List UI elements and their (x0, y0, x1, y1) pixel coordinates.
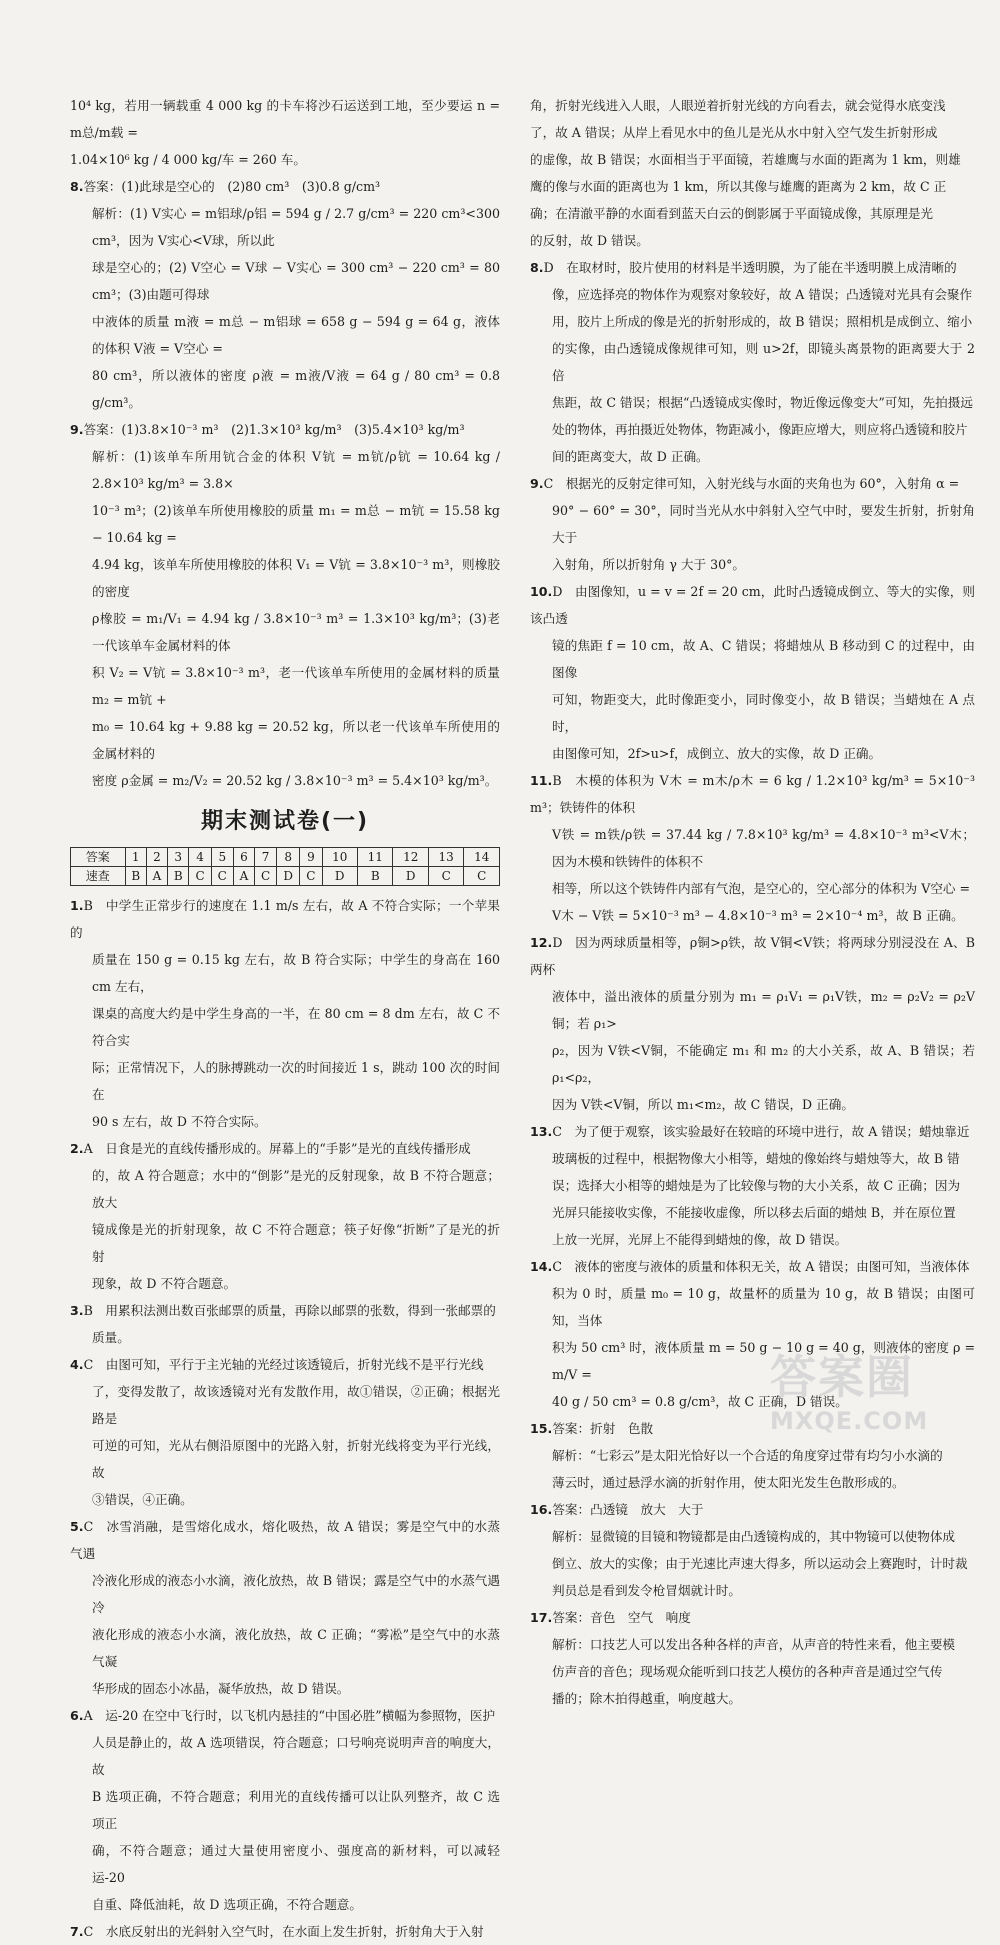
table-answer-cell: A (233, 867, 254, 886)
answer-line (70, 1297, 500, 1324)
watermark-logo (770, 1341, 970, 1451)
answer-line: 积为 50 cm³ 时，液体质量 m = 50 g − 10 g = 40 g，则液体的密度 ρ = m/V = (552, 1340, 975, 1382)
answer-line: 解析：口技艺人可以发出各种各样的声音，从声音的特性来看，他主要模 (552, 1637, 955, 1652)
answer-item (530, 1496, 975, 1604)
table-question-number: 5 (211, 848, 233, 867)
table-question-number: 2 (146, 848, 167, 867)
answer-line: 角，折射光线进入人眼，人眼逆着折射光线的方向看去，就会觉得水底变浅 (530, 98, 946, 113)
answer-line: 液体中，溢出液体的质量分别为 m₁ = ρ₁V₁ = ρ₁V铁，m₂ = ρ₂V₂ = ρ₂V铜；若 ρ₁> (552, 989, 975, 1031)
answer-text: D 由图像知，u = v = 2f = 20 cm，此时凸透镜成倒立、等大的实像，则该凸透 (530, 584, 975, 626)
answer-item (70, 1351, 500, 1513)
answer-line: 1.04×10⁶ kg / 4 000 kg/车 = 260 车。 (70, 152, 306, 167)
answer-line: 了，变得发散了，故该透镜对光有发散作用，故①错误，②正确；根据光路是 (92, 1384, 500, 1426)
answer-line: 的虚像，故 B 错误；水面相当于平面镜，若雄鹰与水面的距离为 1 km，则雄 (530, 152, 961, 167)
answer-line: 解析：“七彩云”是太阳光恰好以一个合适的角度穿过带有均匀小水滴的 (552, 1448, 943, 1463)
answer-line: ρ₂，因为 V铁<V铜，不能确定 m₁ 和 m₂ 的大小关系，故 A、B 错误；若 ρ₁<ρ₂， (552, 1043, 976, 1085)
answer-item (70, 92, 500, 173)
answer-line: 解析：(1)该单车所用钪合金的体积 V钪 = m钪/ρ钪 = 10.64 kg / 2.8×10³ kg/m³ = 3.8× (92, 449, 500, 491)
left-answers (70, 92, 500, 794)
answer-line: 入射角，所以折射角 γ 大于 30°。 (552, 557, 745, 572)
table-answer-cell: A (146, 867, 167, 886)
answer-line: 冷液化形成的液态小水滴，液化放热，故 B 错误；露是空气中的水蒸气遇冷 (92, 1573, 500, 1615)
answer-line: 解析：(1) V实心 = m铝球/ρ铝 = 594 g / 2.7 g/cm³ = 220 cm³<300 cm³，因为 V实心<V球，所以此 (92, 206, 500, 248)
answer-line: 确；在清澈平静的水面看到蓝天白云的倒影属于平面镜成像，其原理是光 (530, 206, 933, 221)
left-column (70, 92, 500, 1945)
question-number: 6. (70, 1708, 84, 1723)
answer-line (530, 1118, 975, 1145)
table-answer-cell: C (211, 867, 233, 886)
table-answer-cell: C (189, 867, 211, 886)
question-number: 8. (70, 179, 84, 194)
answer-line: 相等，所以这个铁铸件内部有气泡，是空心的，空心部分的体积为 V空心 = (552, 881, 971, 896)
answer-text: C 水底反射出的光斜射入空气时，在水面上发生折射，折射角大于入射 (83, 1924, 484, 1939)
answer-line: 的实像，由凸透镜成像规律可知，则 u>2f，即镜头离景物的距离要大于 2 倍 (552, 341, 975, 383)
answer-text: A 日食是光的直线传播形成的。屏幕上的“手影”是光的直线传播形成 (83, 1141, 471, 1156)
answer-line: 像，应选择亮的物体作为观察对象较好，故 A 错误；凸透镜对光具有会聚作 (552, 287, 973, 302)
watermark-url: MXQE.COM (770, 1407, 929, 1435)
answer-text: B 用累积法测出数百张邮票的质量，再除以邮票的张数，得到一张邮票的 (83, 1303, 496, 1318)
answer-line: 倒立、放大的实像；由于光速比声速大得多，所以运动会上赛跑时，计时裁 (552, 1556, 968, 1571)
answer-line: 可逆的可知，光从右侧沿原图中的光路入射，折射光线将变为平行光线，故 (92, 1438, 500, 1480)
question-number: 8. (530, 260, 544, 275)
answer-line: 球是空心的；(2) V空心 = V球 − V实心 = 300 cm³ − 220 cm³ = 80 cm³；(3)由题可得球 (92, 260, 500, 302)
answer-text: B 中学生正常步行的速度在 1.1 m/s 左右，故 A 不符合实际；一个苹果的 (70, 898, 500, 940)
answer-line: 镜的焦距 f = 10 cm，故 A、C 错误；将蜡烛从 B 移动到 C 的过程中，由图像 (552, 638, 975, 680)
table-answer-cell: C (464, 867, 500, 886)
answer-item (70, 1513, 500, 1702)
answer-item (530, 929, 975, 1118)
answer-text: C 根据光的反射定律可知，入射光线与水面的夹角也为 60°，入射角 α = (543, 476, 960, 491)
table-question-number: 13 (428, 848, 463, 867)
answer-line: 密度 ρ金属 = m₂/V₂ = 20.52 kg / 3.8×10⁻³ m³ = 5.4×10³ kg/m³。 (92, 773, 498, 788)
answer-table (70, 847, 500, 886)
answer-line: 间的距离变大，故 D 正确。 (552, 449, 709, 464)
table-header-label: 答案 (71, 848, 126, 867)
answer-line (530, 929, 975, 983)
section-title: 期末测试卷(一) (200, 809, 370, 834)
answer-item (70, 1135, 500, 1297)
answer-line: 处的物体，再拍摄近处物体，物距减小，像距应增大，则应将凸透镜和胶片 (552, 422, 968, 437)
answer-line: 解析：显微镜的目镜和物镜都是由凸透镜构成的，其中物镜可以使物体成 (552, 1529, 955, 1544)
watermark-text: 答案圈 (770, 1350, 914, 1404)
answer-text: 答案：凸透镜 放大 大于 (552, 1502, 704, 1517)
table-answer-cell: C (300, 867, 322, 886)
answer-line: 华形成的固态小冰晶，凝华放热，故 D 错误。 (92, 1681, 350, 1696)
answer-line: 现象，故 D 不符合题意。 (92, 1276, 237, 1291)
answer-line: 光屏只能接收实像，不能接收虚像，所以移去后面的蜡烛 B，并在原位置 (552, 1205, 956, 1220)
answer-line: 80 cm³，所以液体的密度 ρ液 = m液/V液 = 64 g / 80 cm³ = 0.8 g/cm³。 (92, 368, 500, 410)
answer-item (70, 892, 500, 1135)
answer-text: 答案：(1)3.8×10⁻³ m³ (2)1.3×10³ kg/m³ (3)5.4×10³ kg/m³ (83, 422, 465, 437)
answer-line: 液化形成的液态小水滴，液化放热，故 C 正确；“雾凇”是空气中的水蒸气凝 (92, 1627, 500, 1669)
table-answer-cell: B (125, 867, 146, 886)
table-question-number: 10 (322, 848, 357, 867)
question-number: 4. (70, 1357, 84, 1372)
answer-item (70, 1918, 500, 1945)
table-question-number: 9 (300, 848, 322, 867)
question-number: 9. (530, 476, 544, 491)
question-number: 15. (530, 1421, 553, 1436)
answer-table-answer-row (71, 867, 500, 886)
answer-text: C 液体的密度与液体的质量和体积无关，故 A 错误；由图可知，当液体体 (552, 1259, 970, 1274)
answer-line (70, 1702, 500, 1729)
question-number: 9. (70, 422, 84, 437)
answer-line (530, 578, 975, 632)
table-answer-cell: D (393, 867, 428, 886)
answer-line: 焦距，故 C 错误；根据“凸透镜成实像时，物近像远像变大”可知，先拍摄远 (552, 395, 973, 410)
question-number: 12. (530, 935, 553, 950)
answer-text: C 由图可知，平行于主光轴的光经过该透镜后，折射光线不是平行光线 (83, 1357, 484, 1372)
answer-line (70, 892, 500, 946)
table-question-number: 12 (393, 848, 428, 867)
answer-line: 播的；除木拍得越重，响度越大。 (552, 1691, 741, 1706)
answer-item (530, 1118, 975, 1253)
answer-text: 答案：音色 空气 响度 (552, 1610, 691, 1625)
question-number: 7. (70, 1924, 84, 1939)
answer-item (530, 92, 975, 254)
answer-line (70, 1351, 500, 1378)
table-answer-cell: C (428, 867, 463, 886)
answer-line (530, 1253, 975, 1280)
answer-line: 鹰的像与水面的距离也为 1 km，所以其像与雄鹰的距离为 2 km，故 C 正 (530, 179, 947, 194)
answer-text: 答案：折射 色散 (552, 1421, 654, 1436)
table-question-number: 7 (254, 848, 276, 867)
answer-item (530, 1604, 975, 1712)
answer-item (530, 578, 975, 767)
answer-line: 用，胶片上所成的像是光的折射形成的，故 B 错误；照相机是成倒立、缩小 (552, 314, 973, 329)
exam-answers-right (530, 92, 975, 1712)
answer-line: 人员是静止的，故 A 选项错误，符合题意；口号响亮说明声音的响度大，故 (92, 1735, 500, 1777)
table-answer-cell: C (254, 867, 276, 886)
answer-line: 上放一光屏，光屏上不能得到蜡烛的像，故 D 错误。 (552, 1232, 848, 1247)
answer-line: 的，故 A 符合题意；水中的“倒影”是光的反射现象，故 B 不符合题意；放大 (92, 1168, 500, 1210)
question-number: 13. (530, 1124, 553, 1139)
answer-line: ρ橡胶 = m₁/V₁ = 4.94 kg / 3.8×10⁻³ m³ = 1.3×10³ kg/m³；(3)老一代该单车金属材料的体 (92, 611, 500, 653)
answer-line: V铁 = m铁/ρ铁 = 37.44 kg / 7.8×10³ kg/m³ = 4.8×10⁻³ m³<V木；因为木模和铁铸件的体积不 (552, 827, 975, 869)
answer-line: 了，故 A 错误；从岸上看见水中的鱼儿是光从水中射入空气发生折射形成 (530, 125, 938, 140)
answer-item (530, 254, 975, 470)
answer-line: ③错误，④正确。 (92, 1492, 193, 1507)
table-row-label: 速查 (71, 867, 126, 886)
answer-text: D 因为两球质量相等，ρ铜>ρ铁，故 V铜<V铁；将两球分别浸没在 A、B 两杯 (530, 935, 975, 977)
answer-line (70, 1918, 500, 1945)
answer-line (70, 416, 500, 443)
table-answer-cell: B (168, 867, 189, 886)
answer-line: 课桌的高度大约是中学生身高的一半，在 80 cm = 8 dm 左右，故 C 不符合实 (92, 1006, 500, 1048)
question-number: 16. (530, 1502, 553, 1517)
table-question-number: 8 (277, 848, 300, 867)
answer-line: V木 − V铁 = 5×10⁻³ m³ − 4.8×10⁻³ m³ = 2×10⁻⁴ m³，故 B 正确。 (552, 908, 964, 923)
answer-item (70, 1297, 500, 1351)
table-answer-cell: B (357, 867, 392, 886)
answer-line (70, 1135, 500, 1162)
answer-line: 误；选择大小相等的蜡烛是为了比较像与物的大小关系，故 C 正确；因为 (552, 1178, 961, 1193)
answer-line: 10⁴ kg，若用一辆载重 4 000 kg 的卡车将沙石运送到工地，至少要运 n = m总/m载 = (70, 98, 500, 140)
answer-line: 可知，物距变大，此时像距变小，同时像变小，故 B 错误；当蜡烛在 A 点时， (552, 692, 975, 734)
answer-item (70, 173, 500, 416)
answer-line: 薄云时，通过悬浮水滴的折射作用，使太阳光发生色散形成的。 (552, 1475, 905, 1490)
answer-line (530, 1604, 975, 1631)
answer-line: 镜成像是光的折射现象，故 C 不符合题意；筷子好像“折断”了是光的折射 (92, 1222, 500, 1264)
question-number: 5. (70, 1519, 84, 1534)
answer-line: 90 s 左右，故 D 不符合实际。 (92, 1114, 267, 1129)
answer-line: 40 g / 50 cm³ = 0.8 g/cm³，故 C 正确，D 错误。 (552, 1394, 848, 1409)
answer-line: 积为 0 时，质量 m₀ = 10 g，故量杯的质量为 10 g，故 B 错误；由图可知，当体 (552, 1286, 975, 1328)
answer-line: 的反射，故 D 错误。 (530, 233, 649, 248)
question-number: 17. (530, 1610, 553, 1625)
answer-line: 4.94 kg，该单车所使用橡胶的体积 V₁ = V钪 = 3.8×10⁻³ m³，则橡胶的密度 (92, 557, 500, 599)
answer-line: 确，不符合题意；通过大量使用密度小、强度高的新材料，可以减轻运-20 (92, 1843, 500, 1885)
table-answer-cell: D (322, 867, 357, 886)
answer-text: D 在取材时，胶片使用的材料是半透明膜，为了能在半透明膜上成清晰的 (543, 260, 957, 275)
table-question-number: 11 (357, 848, 392, 867)
answer-text: 答案：(1)此球是空心的 (2)80 cm³ (3)0.8 g/cm³ (83, 179, 381, 194)
question-number: 3. (70, 1303, 84, 1318)
answer-line: 质量。 (92, 1330, 130, 1345)
answer-text: C 为了便于观察，该实验最好在较暗的环境中进行，故 A 错误；蜡烛靠近 (552, 1124, 970, 1139)
answer-line (70, 173, 500, 200)
answer-line: 玻璃板的过程中，根据物像大小相等，蜡烛的像始终与蜡烛等大，故 B 错 (552, 1151, 960, 1166)
table-question-number: 14 (464, 848, 500, 867)
question-number: 2. (70, 1141, 84, 1156)
answer-line: 质量在 150 g = 0.15 kg 左右，故 B 符合实际；中学生的身高在 160 cm 左右， (92, 952, 500, 994)
answer-line: 因为 V铁<V铜，所以 m₁<m₂，故 C 错误，D 正确。 (552, 1097, 854, 1112)
answer-line: 中液体的质量 m液 = m总 − m铝球 = 658 g − 594 g = 64 g，液体的体积 V液 = V空心 = (92, 314, 500, 356)
answer-text: B 木模的体积为 V木 = m木/ρ木 = 6 kg / 1.2×10³ kg/m³ = 5×10⁻³ m³；铁铸件的体积 (530, 773, 975, 815)
table-answer-cell: D (277, 867, 300, 886)
answer-line: m₀ = 10.64 kg + 9.88 kg = 20.52 kg，所以老一代该单车所使用的金属材料的 (92, 719, 500, 761)
question-number: 10. (530, 584, 553, 599)
question-number: 11. (530, 773, 553, 788)
question-number: 14. (530, 1259, 553, 1274)
answer-item (70, 416, 500, 794)
answer-text: C 冰雪消融，是雪熔化成水，熔化吸热，故 A 错误；雾是空气中的水蒸气遇 (70, 1519, 500, 1561)
question-number: 1. (70, 898, 84, 913)
answer-line: 仿声音的音色；现场观众能听到口技艺人模仿的各种声音是通过空气传 (552, 1664, 943, 1679)
exam-answers-left (70, 892, 500, 1945)
right-column (530, 92, 975, 1712)
table-question-number: 1 (125, 848, 146, 867)
answer-line: 10⁻³ m³；(2)该单车所使用橡胶的质量 m₁ = m总 − m钪 = 15.58 kg − 10.64 kg = (92, 503, 500, 545)
answer-line (70, 1513, 500, 1567)
answer-line (530, 767, 975, 821)
answer-line (530, 470, 975, 497)
answer-text: A 运-20 在空中飞行时，以飞机内悬挂的“中国必胜”横幅为参照物，医护 (83, 1708, 496, 1723)
answer-line: 由图像可知，2f>u>f，成倒立、放大的实像，故 D 正确。 (552, 746, 882, 761)
table-question-number: 6 (233, 848, 254, 867)
answer-line: 90° − 60° = 30°，同时当光从水中斜射入空气中时，要发生折射，折射角大于 (552, 503, 975, 545)
answer-line: 际；正常情况下，人的脉搏跳动一次的时间接近 1 s，跳动 100 次的时间在 (92, 1060, 500, 1102)
answer-line: 判员总是看到发令枪冒烟就计时。 (552, 1583, 741, 1598)
answer-item (70, 1702, 500, 1918)
answer-line: 积 V₂ = V钪 = 3.8×10⁻³ m³，老一代该单车所使用的金属材料的质量 m₂ = m钪 + (92, 665, 500, 707)
answer-line: B 选项正确，不符合题意；利用光的直线传播可以让队列整齐，故 C 选项正 (92, 1789, 500, 1831)
table-question-number: 3 (168, 848, 189, 867)
answer-line (530, 1496, 975, 1523)
answer-table-header-row (71, 848, 500, 867)
answer-line (530, 254, 975, 281)
answer-item (530, 470, 975, 578)
answer-line: 自重、降低油耗，故 D 选项正确，不符合题意。 (92, 1897, 362, 1912)
answer-item (530, 767, 975, 929)
table-question-number: 4 (189, 848, 211, 867)
